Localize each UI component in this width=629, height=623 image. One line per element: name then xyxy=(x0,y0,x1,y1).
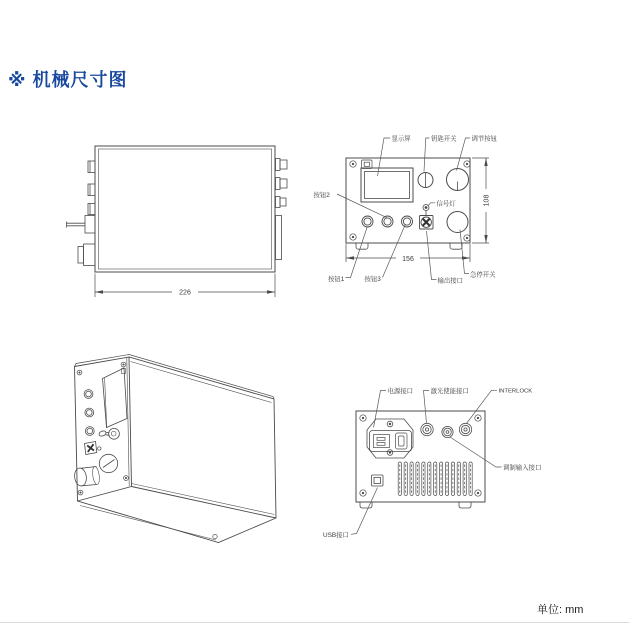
label-button3: 按钮3 xyxy=(365,274,382,283)
iso-display-cutout xyxy=(103,368,128,428)
brand-logo-icon xyxy=(362,160,373,169)
label-adjust-button: 调节按钮 xyxy=(472,134,498,143)
output-connector xyxy=(420,216,434,230)
usb-port xyxy=(372,475,384,486)
adjust-knob xyxy=(447,169,469,191)
dim-226 xyxy=(95,274,275,298)
label-display: 显示屏 xyxy=(392,134,412,143)
vent-grille xyxy=(398,462,472,496)
side-view-drawing xyxy=(67,146,288,297)
label-output-port: 输出接口 xyxy=(438,276,464,285)
dim-108 xyxy=(472,158,491,243)
side-left-connectors xyxy=(88,161,95,215)
isometric-view-drawing xyxy=(74,355,276,543)
iso-signal-light xyxy=(98,447,101,450)
rear-foot-right xyxy=(459,502,471,508)
label-usb-port: USB接口 xyxy=(323,530,349,539)
side-lens-barrel xyxy=(78,244,95,266)
page-title: ※ 机械尺寸图 xyxy=(8,66,128,92)
label-power-port: 电源接口 xyxy=(388,386,414,395)
front-foot-left xyxy=(356,243,368,249)
dim-156 xyxy=(346,244,470,263)
laser-enable-connector xyxy=(421,423,433,435)
dim-label-156: 156 xyxy=(402,256,414,263)
iso-emergency-stop xyxy=(74,466,101,487)
dim-label-108: 108 xyxy=(484,195,491,207)
label-button1: 按钮1 xyxy=(328,274,345,283)
side-right-connectors xyxy=(276,159,288,208)
display-screen xyxy=(361,168,413,202)
front-foot-right xyxy=(450,243,462,249)
side-right-bracket xyxy=(276,216,282,260)
label-interlock: INTERLOCK xyxy=(499,389,533,395)
rear-panel-drawing xyxy=(323,386,541,539)
iso-buttons xyxy=(84,390,94,436)
label-emergency-stop: 急停开关 xyxy=(470,270,496,279)
interlock-connector xyxy=(459,423,471,435)
front-panel-drawing xyxy=(314,134,498,285)
button-3 xyxy=(402,216,413,227)
dim-label-226: 226 xyxy=(179,290,191,297)
key-switch xyxy=(418,173,433,188)
label-button2: 按钮2 xyxy=(314,190,331,199)
iso-adjust-knob xyxy=(99,454,117,472)
rear-panel-callouts xyxy=(351,390,502,534)
modulation-connector xyxy=(442,426,453,437)
label-key-switch: 钥匙开关 xyxy=(431,134,457,143)
side-probe-rod xyxy=(67,216,96,234)
label-signal-light: 信号灯 xyxy=(437,199,457,208)
iso-key-switch xyxy=(98,428,119,439)
label-modulation-input-port: 调制输入接口 xyxy=(503,463,541,472)
button-2 xyxy=(382,216,393,227)
label-laser-enable-port: 激光使能接口 xyxy=(431,386,469,395)
unit-note: 单位: mm xyxy=(537,601,583,617)
button-1 xyxy=(362,216,373,227)
iso-output-connector xyxy=(85,442,97,455)
emergency-stop-switch xyxy=(447,212,468,233)
